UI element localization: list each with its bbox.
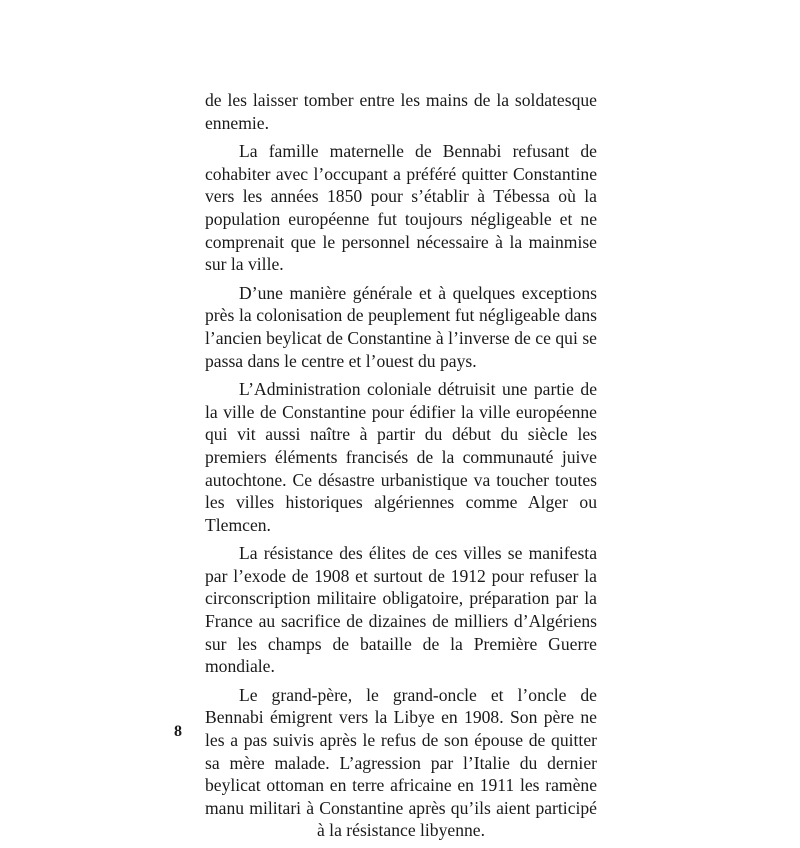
paragraph-1: de les laisser tomber entre les mains de la soldatesque ennemie. bbox=[205, 90, 597, 133]
body-text bbox=[205, 89, 597, 848]
paragraph-3: D’une manière générale et à quelques exceptions près la colonisation de peuplement fut négligeable dans l’ancien beylicat de Constantine à l’inverse de ce qui se passa dans le centre et l’ouest du pays. bbox=[205, 282, 597, 371]
paragraph-2: La famille maternelle de Bennabi refusant de cohabiter avec l’occupant a préféré quitter Constantine vers les années 1850 pour s’établir à Tébessa où la population européenne fut toujours négligeable et ne comprenait que le personnel nécessaire à la mainmise sur la ville. bbox=[205, 141, 597, 275]
paragraph-6: Le grand-père, le grand-oncle et l’oncle de Bennabi émigrent vers la Libye en 1908. Son père ne les a pas suivis après le refus de son épouse de quitter sa mère malade. L’agression par l’Italie du dernier beylicat ottoman en terre africaine en 1911 les ramène manu militari à Constantine après qu’ils aient participé à la résistance libyenne. bbox=[205, 684, 597, 841]
paragraph-5: La résistance des élites de ces villes se manifesta par l’exode de 1908 et surtout de 1912 pour refuser la circonscription militaire obligatoire, préparation par la France au sacrifice de dizaines de milliers d’Algériens sur les champs de bataille de la Première Guerre mondiale. bbox=[205, 543, 597, 677]
page-number: 8 bbox=[174, 723, 182, 740]
paragraph-4: L’Administration coloniale détruisit une partie de la ville de Constantine pour édifier la ville européenne qui vit aussi naître à partir du début du siècle les premiers éléments francisés de la communauté juive autochtone. Ce désastre urbanistique va toucher toutes les villes historiques algériennes comme Alger ou Tlemcen. bbox=[205, 379, 597, 535]
